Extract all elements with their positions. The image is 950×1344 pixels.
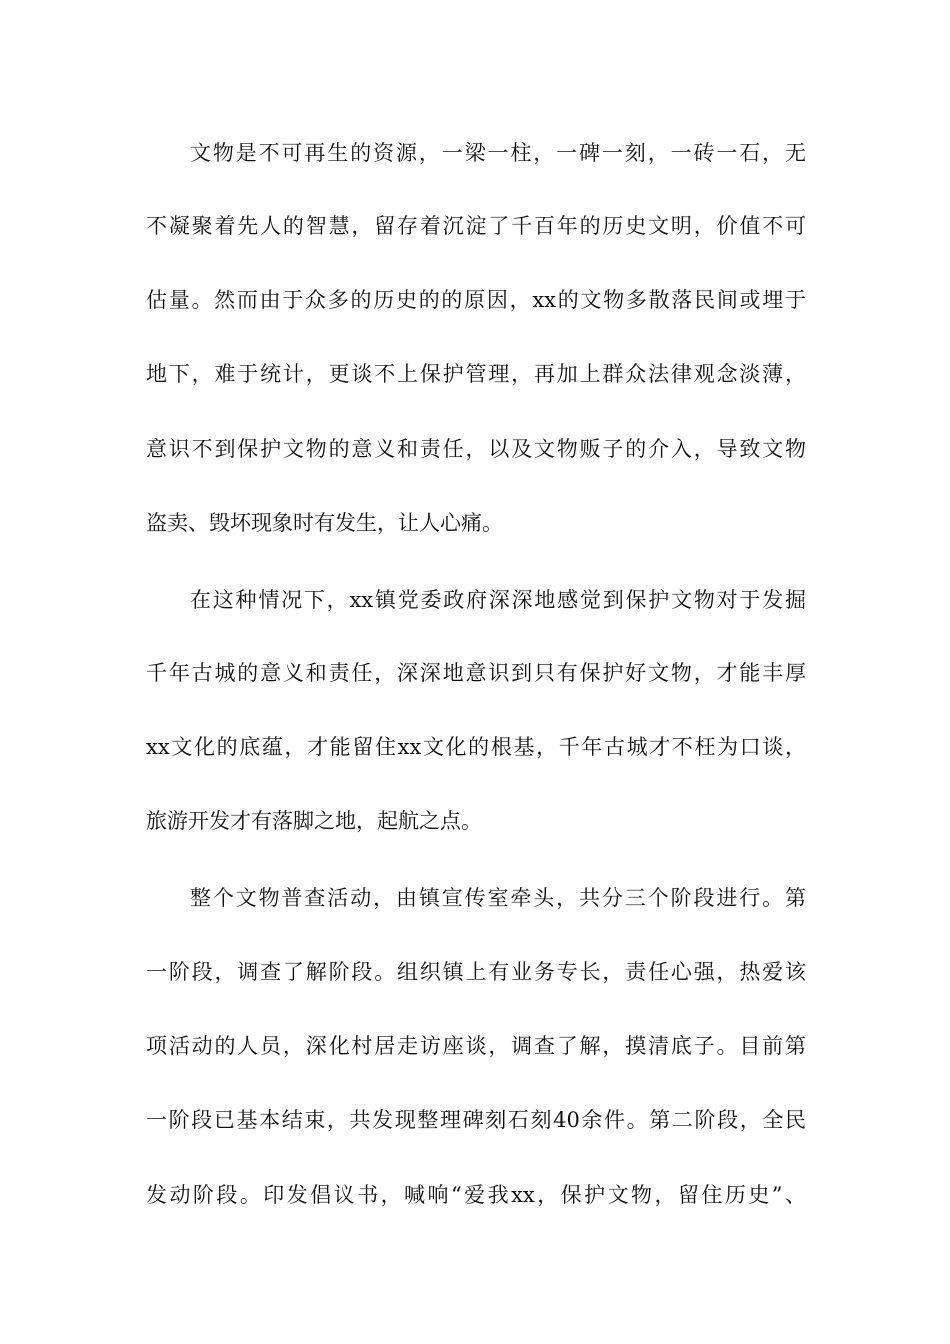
paragraph-2-line-3: xx文化的底蕴，才能留住xx文化的根基，千年古城才不枉为口谈，	[146, 735, 806, 759]
paragraph-3-line-2: 一阶段，调查了解阶段。组织镇上有业务专长，责任心强，热爱该	[146, 960, 806, 984]
paragraph-3-line-1: 整个文物普查活动，由镇宣传室牵头，共分三个阶段进行。第	[190, 886, 806, 910]
paragraph-3-line-3: 项活动的人员，深化村居走访座谈，调查了解，摸清底子。目前第	[146, 1034, 806, 1058]
paragraph-1-line-4: 地下，难于统计，更谈不上保护管理，再加上群众法律观念淡薄，	[146, 362, 806, 386]
paragraph-2-line-4: 旅游开发才有落脚之地，起航之点。	[146, 809, 482, 833]
paragraph-3-line-4: 一阶段已基本结束，共发现整理碑刻石刻40余件。第二阶段，全民	[146, 1108, 806, 1132]
paragraph-1-line-1: 文物是不可再生的资源，一梁一柱，一碑一刻，一砖一石，无	[190, 141, 806, 165]
paragraph-2-line-1: 在这种情况下，xx镇党委政府深深地感觉到保护文物对于发掘	[190, 588, 806, 612]
paragraph-2-line-2: 千年古城的意义和责任，深深地意识到只有保护好文物，才能丰厚	[146, 661, 806, 685]
paragraph-3-line-5: 发动阶段。印发倡议书，喊响“爱我xx，保护文物，留住历史”、	[146, 1183, 806, 1207]
paragraph-1-line-3: 估量。然而由于众多的历史的的原因，xx的文物多散落民间或埋于	[146, 288, 806, 312]
paragraph-1-line-6: 盗卖、毁坏现象时有发生，让人心痛。	[146, 511, 503, 535]
paragraph-1-line-5: 意识不到保护文物的意义和责任，以及文物贩子的介入，导致文物	[146, 437, 806, 461]
paragraph-1-line-2: 不凝聚着先人的智慧，留存着沉淀了千百年的历史文明，价值不可	[146, 214, 806, 238]
